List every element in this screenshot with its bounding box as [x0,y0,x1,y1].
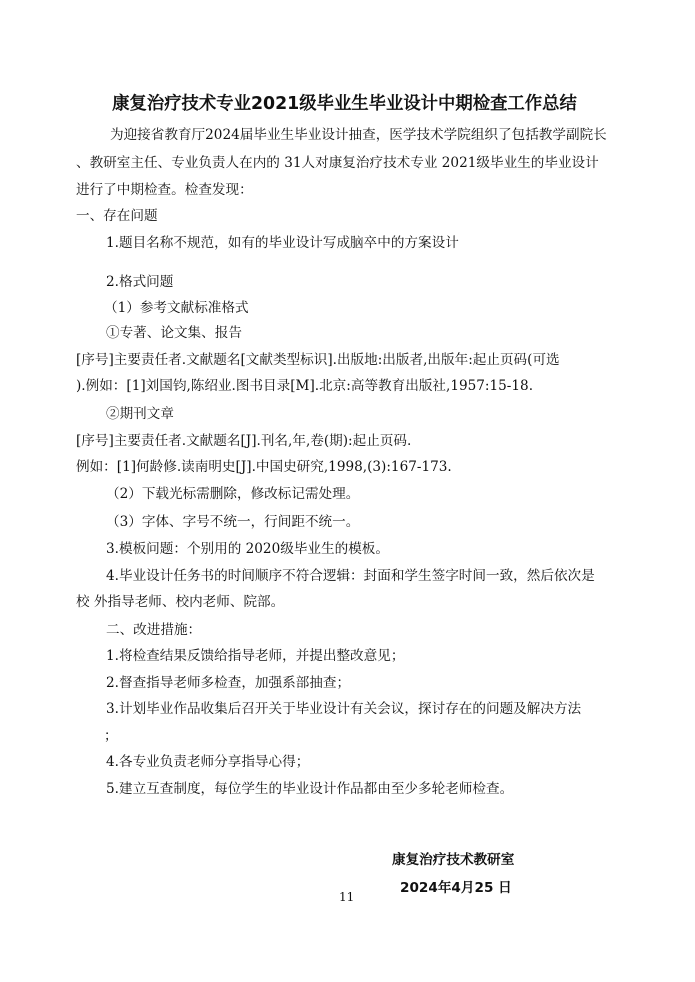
body-line: 5.建立互查制度，每位学生的毕业设计作品都由至少多轮老师检查。 [106,781,514,797]
section-heading: 一、存在问题 [76,208,158,224]
body-line: 2.督查指导老师多检查，加强系部抽查； [106,675,351,691]
body-line: 2.格式问题 [106,274,174,290]
document-title: 康复治疗技术专业2021级毕业生毕业设计中期检查工作总结 [112,94,577,114]
body-line: ).例如：[1]刘国钧,陈绍业.图书目录[M].北京:高等教育出版社,1957:15-18. [76,378,534,394]
body-line: 4.各专业负责老师分享指导心得； [106,754,310,770]
body-line: 进行了中期检查。检查发现： [76,182,253,198]
body-line: ①专著、论文集、报告 [106,325,242,341]
body-line: ； [104,728,118,744]
body-line: （2）下载光标需删除，修改标记需处理。 [106,486,360,502]
body-line: 校 外指导老师、校内老师、院部。 [76,594,285,610]
body-line: 、教研室主任、专业负责人在内的 31人对康复治疗技术专业 2021级毕业生的毕业设计 [76,155,599,171]
signature-org: 康复治疗技术教研室 [392,852,515,868]
body-line: 1.将检查结果反馈给指导老师，并提出整改意见； [106,648,405,664]
body-line: 例如：[1]何龄修.读南明史[J].中国史研究,1998,(3):167-173. [76,459,452,475]
body-line: [序号]主要责任者.文献题名[文献类型标识].出版地:出版者,出版年:起止页码(可选 [76,352,560,368]
page-number: 11 [339,890,355,904]
body-line: 1.题目名称不规范，如有的毕业设计写成脑卒中的方案设计 [106,235,459,251]
body-line: [序号]主要责任者.文献题名[J].刊名,年,卷(期):起止页码. [76,433,412,449]
body-line: 3.计划毕业作品收集后召开关于毕业设计有关会议，探讨存在的问题及解决方法 [106,701,582,717]
section-heading: 二、改进措施： [106,622,202,638]
body-line: 3.模板问题：个别用的 2020级毕业生的模板。 [106,541,389,557]
body-line: 4.毕业设计任务书的时间顺序不符合逻辑：封面和学生签字时间一致，然后依次是 [106,568,595,584]
body-line: （3）字体、字号不统一，行间距不统一。 [106,514,360,530]
body-line: ②期刊文章 [106,406,174,422]
signature-date: 2024年4月25 日 [400,880,512,896]
body-line: 为迎接省教育厅2024届毕业生毕业设计抽查，医学技术学院组织了包括教学副院长 [110,127,607,143]
body-line: （1）参考文献标准格式 [104,300,249,316]
